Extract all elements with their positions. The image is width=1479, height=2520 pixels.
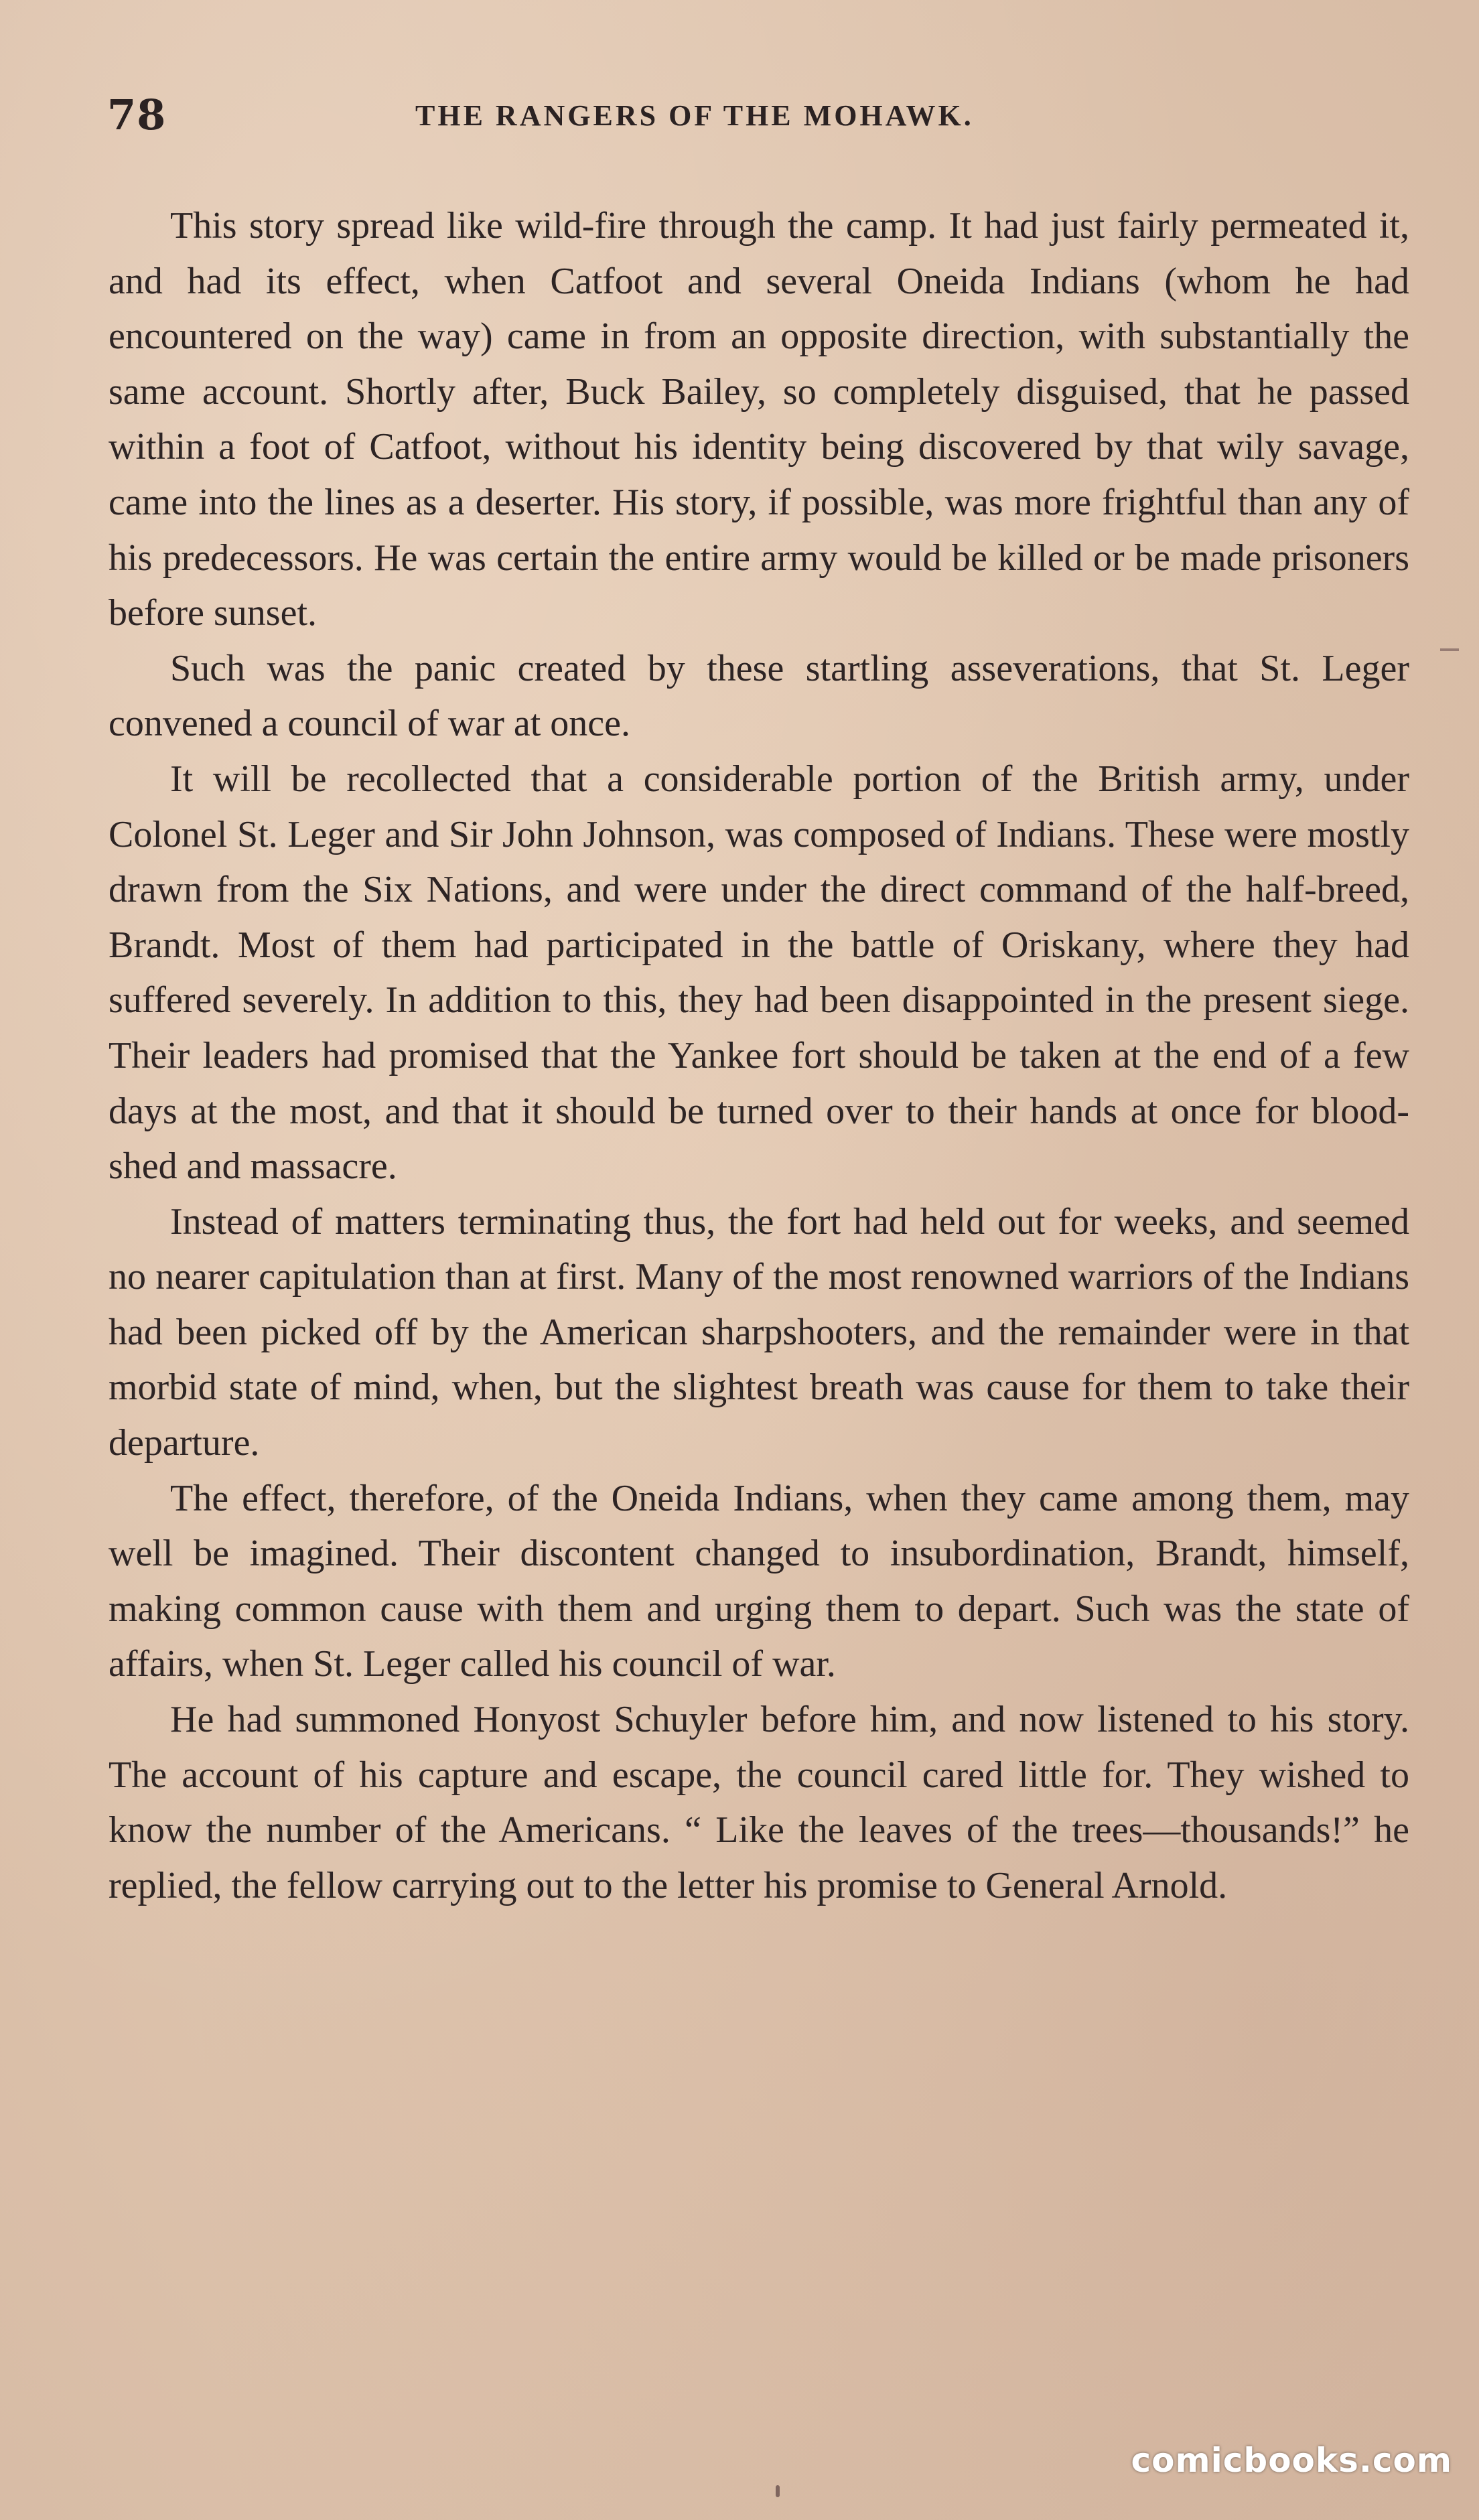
paragraph: Such was the panic created by these startling asseverations, that St. Leger convened a council of war at once. bbox=[109, 647, 1409, 745]
margin-mark bbox=[1440, 648, 1459, 651]
watermark: comicbooks.com bbox=[1131, 2441, 1452, 2480]
running-title: THE RANGERS OF THE MOHAWK. bbox=[415, 99, 974, 132]
page-number: 78 bbox=[107, 90, 167, 139]
paragraph: It will be recollected that a considerable portion of the British army, under Colonel St. Leger and Sir John Johnson, was composed of Indians. These were mostly drawn from the Six Nations, and were under the direct command of the half-breed, Brandt. Most of them had participated in the battle of Oriskany, where they had suffered severely. In addition to this, they had been disappointed in the present siege. Their leaders had promised that the Yankee fort should be taken at the end of a few days at the most, and that it should be turned over to their hands at once for blood-shed and massacre. bbox=[109, 758, 1409, 1188]
page-header bbox=[107, 90, 1420, 144]
paragraph: He had summoned Honyost Schuyler before him, and now listened to his story. The account of his capture and escape, the council cared little for. They wished to know the number of the Americans. “ Like the leaves of the trees—thousands!” he replied, the fellow carrying out to the letter his promise to General Arnold. bbox=[109, 1699, 1409, 1906]
paragraph: The effect, therefore, of the Oneida Indians, when they came among them, may well be imagined. Their discontent changed to insubordination, Brandt, himself, making common cause with them and urging them to depart. Such was the state of affairs, when St. Leger called his council of war. bbox=[109, 1477, 1409, 1685]
body-text bbox=[109, 198, 1409, 1913]
paragraph: This story spread like wild-fire through the camp. It had just fairly permeated it, and had its effect, when Catfoot and several Oneida Indians (whom he had encountered on the way) came in from an opposite direction, with substantially the same account. Shortly after, Buck Bailey, so completely disguised, that he passed within a foot of Catfoot, without his identity being discovered by that wily savage, came into the lines as a deserter. His story, if possible, was more frightful than any of his predecessors. He was certain the entire army would be killed or be made prisoners before sunset. bbox=[109, 205, 1409, 634]
ink-speck bbox=[776, 2485, 780, 2497]
paragraph: Instead of matters terminating thus, the fort had held out for weeks, and seemed no nearer capitulation than at first. Many of the most renowned warriors of the Indians had been picked off by the American sharpshooters, and the remainder were in that morbid state of mind, when, but the slightest breath was cause for them to take their departure. bbox=[109, 1200, 1409, 1464]
